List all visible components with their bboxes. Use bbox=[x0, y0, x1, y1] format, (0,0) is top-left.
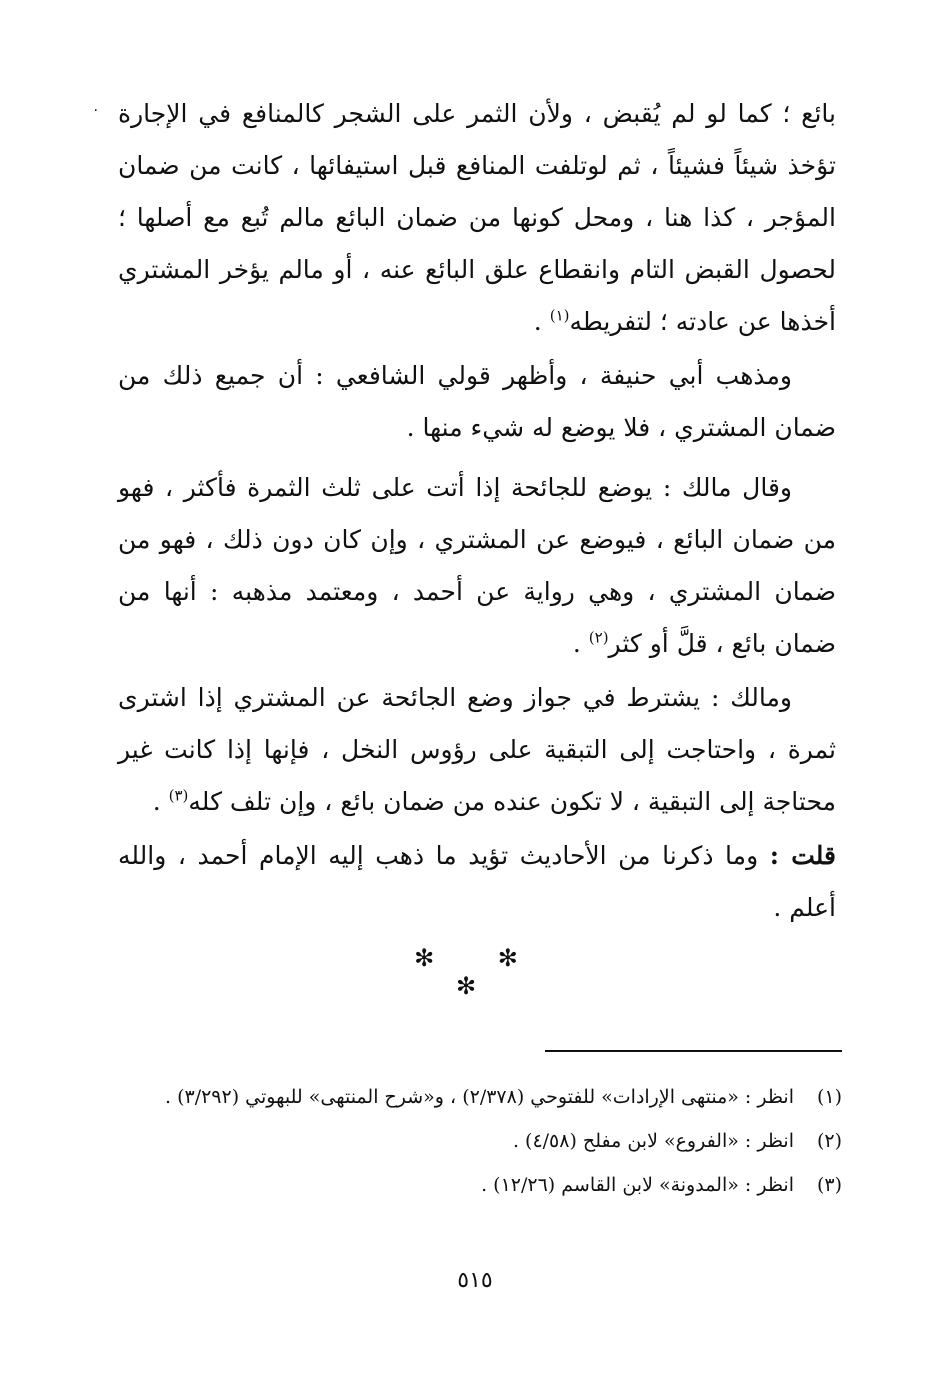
paragraph-5-text: وما ذكرنا من الأحاديث تؤيد ما ذهب إليه الإمام أحمد ، والله أعلم . bbox=[118, 841, 836, 922]
footnotes-section bbox=[120, 1080, 842, 1212]
paragraph-2-text: ومذهب أبي حنيفة ، وأظهر قولي الشافعي : أن جميع ذلك من ضمان المشتري ، فلا يوضع له شيء منها . bbox=[118, 361, 836, 442]
section-separator-asterisks: ✻ ✻ ✻ bbox=[414, 944, 546, 1000]
paragraph-4 bbox=[118, 672, 836, 828]
footnote-item-1 bbox=[120, 1080, 842, 1114]
paragraph-1 bbox=[118, 88, 836, 348]
footnote-text: انظر : «منتهى الإرادات» للفتوحي (٢/٣٧٨) ، و«شرح المنتهى» للبهوتي (٣/٢٩٢) . bbox=[165, 1086, 794, 1108]
paragraph-1-text: بائع ؛ كما لو لم يُقبض ، ولأن الثمر على الشجر كالمنافع في الإجارة تؤخذ شيئاً فشيئاً ، ثم لوتلفت المنافع قبل استيفائها ، كانت من ضمان المؤجر ، كذا هنا ، ومحل كونها من ضمان البائع مالم تُبع مع أصلها ؛ لحصول القبض التام وانقطاع علق البائع عنه ، أو مالم يؤخر المشتري أخذها عن عادته ؛ لتفريطه bbox=[118, 99, 836, 336]
paragraph-4-end: . bbox=[152, 787, 169, 816]
paragraph-4-text: ومالك : يشترط في جواز وضع الجائحة عن المشتري إذا اشترى ثمرة ، واحتاجت إلى التبقية على رؤوس النخل ، فإنها إذا كانت غير محتاجة إلى التبقية ، لا تكون عنده من ضمان بائع ، وإن تلف كله bbox=[118, 683, 836, 816]
footnote-ref-2[interactable]: (٢) bbox=[588, 628, 609, 647]
paragraph-1-end: . bbox=[533, 307, 550, 336]
footnote-item-2 bbox=[120, 1124, 842, 1158]
footnote-item-3 bbox=[120, 1168, 842, 1202]
paragraph-5 bbox=[118, 830, 836, 934]
footnote-text: انظر : «الفروع» لابن مفلح (٤/٥٨) . bbox=[512, 1130, 794, 1152]
footnote-ref-1[interactable]: (١) bbox=[549, 306, 570, 325]
paragraph-3-text: وقال مالك : يوضع للجائحة إذا أتت على ثلث الثمرة فأكثر ، فهو من ضمان البائع ، فيوضع عن المشتري ، وإن كان دون ذلك ، فهو من ضمان المشتري ، وهي رواية عن أحمد ، ومعتمد مذهبه : أنها من ضمان بائع ، قلَّ أو كثر bbox=[118, 473, 836, 658]
paragraph-3-end: . bbox=[572, 629, 589, 658]
footnote-number: (٣) bbox=[816, 1174, 842, 1196]
footnote-text: انظر : «المدونة» لابن القاسم (١٢/٢٦) . bbox=[481, 1174, 794, 1196]
footnote-number: (٢) bbox=[816, 1130, 842, 1152]
footnote-number: (١) bbox=[816, 1086, 842, 1108]
paragraph-2 bbox=[118, 350, 836, 454]
paragraph-5-lead: قلت : bbox=[769, 841, 836, 870]
page-number: ٥١٥ bbox=[457, 1268, 493, 1293]
footnote-divider bbox=[545, 1050, 842, 1052]
margin-mark: ٠ bbox=[92, 102, 100, 118]
footnote-ref-3[interactable]: (٣) bbox=[168, 786, 189, 805]
paragraph-3 bbox=[118, 462, 836, 670]
